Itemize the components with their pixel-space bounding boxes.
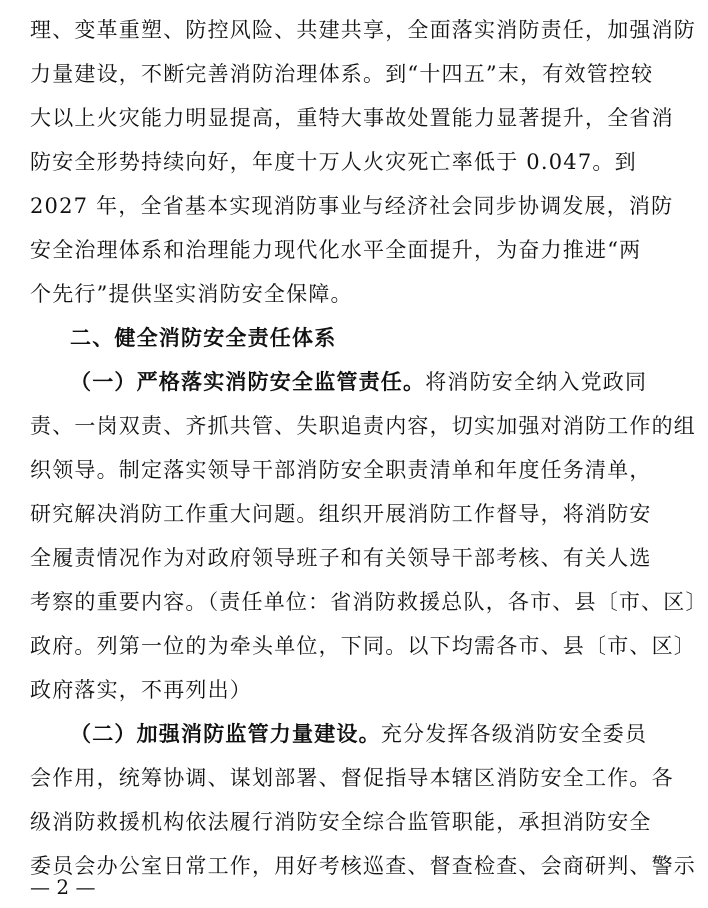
item-2-first-line — [70, 719, 648, 749]
paragraph-line: 会作用，统筹协调、谋划部署、督促指导本辖区消防安全工作。各 — [30, 766, 674, 790]
paragraph-line: 防安全形势持续向好，年度十万人火灾死亡率低于 0.047。到 — [30, 150, 637, 174]
paragraph-line: 织领导。制定落实领导干部消防安全职责清单和年度任务清单， — [30, 458, 652, 482]
paragraph-line: 个先行”提供坚实消防安全保障。 — [30, 282, 353, 306]
item-1-first-line-rest: 将消防安全纳入党政同 — [425, 370, 648, 394]
paragraph-line: 大以上火灾能力明显提高，重特大事故处置能力显著提升，全省消 — [30, 106, 674, 130]
paragraph-line: 力量建设，不断完善消防治理体系。到“十四五”末，有效管控较 — [30, 62, 654, 86]
paragraph-line: 考察的重要内容。（责任单位：省消防救援总队，各市、县〔市、区〕 — [30, 590, 708, 614]
item-2-first-line-rest: 充分发挥各级消防安全委员 — [380, 722, 648, 746]
paragraph-line: 级消防救援机构依法履行消防安全综合监管职能，承担消防安全 — [30, 810, 652, 834]
paragraph-line: 委员会办公室日常工作，用好考核巡查、督查检查、会商研判、警示 — [30, 854, 696, 878]
paragraph-line: 政府。列第一位的为牵头单位，下同。以下均需各市、县〔市、区〕 — [30, 634, 696, 658]
paragraph-line: 全履责情况作为对政府领导班子和有关领导干部考核、有关人选 — [30, 546, 652, 570]
paragraph-line: 安全治理体系和治理能力现代化水平全面提升，为奋力推进“两 — [30, 238, 642, 262]
item-1-title: （一）严格落实消防安全监管责任。 — [70, 370, 426, 394]
paragraph-line: 研究解决消防工作重大问题。组织开展消防工作督导，将消防安 — [30, 502, 652, 526]
paragraph-line: 理、变革重塑、防控风险、共建共享，全面落实消防责任，加强消防 — [30, 18, 696, 42]
paragraph-line: 政府落实，不再列出） — [30, 678, 252, 702]
section-heading: 二、健全消防安全责任体系 — [70, 326, 337, 350]
page-number: — 2 — — [30, 875, 96, 899]
paragraph-line: 2027 年，全省基本实现消防事业与经济社会同步协调发展，消防 — [30, 194, 674, 218]
item-1-first-line — [70, 367, 648, 397]
paragraph-line: 责、一岗双责、齐抓共管、失职追责内容，切实加强对消防工作的组 — [30, 414, 696, 438]
item-2-title: （二）加强消防监管力量建设。 — [70, 722, 381, 746]
